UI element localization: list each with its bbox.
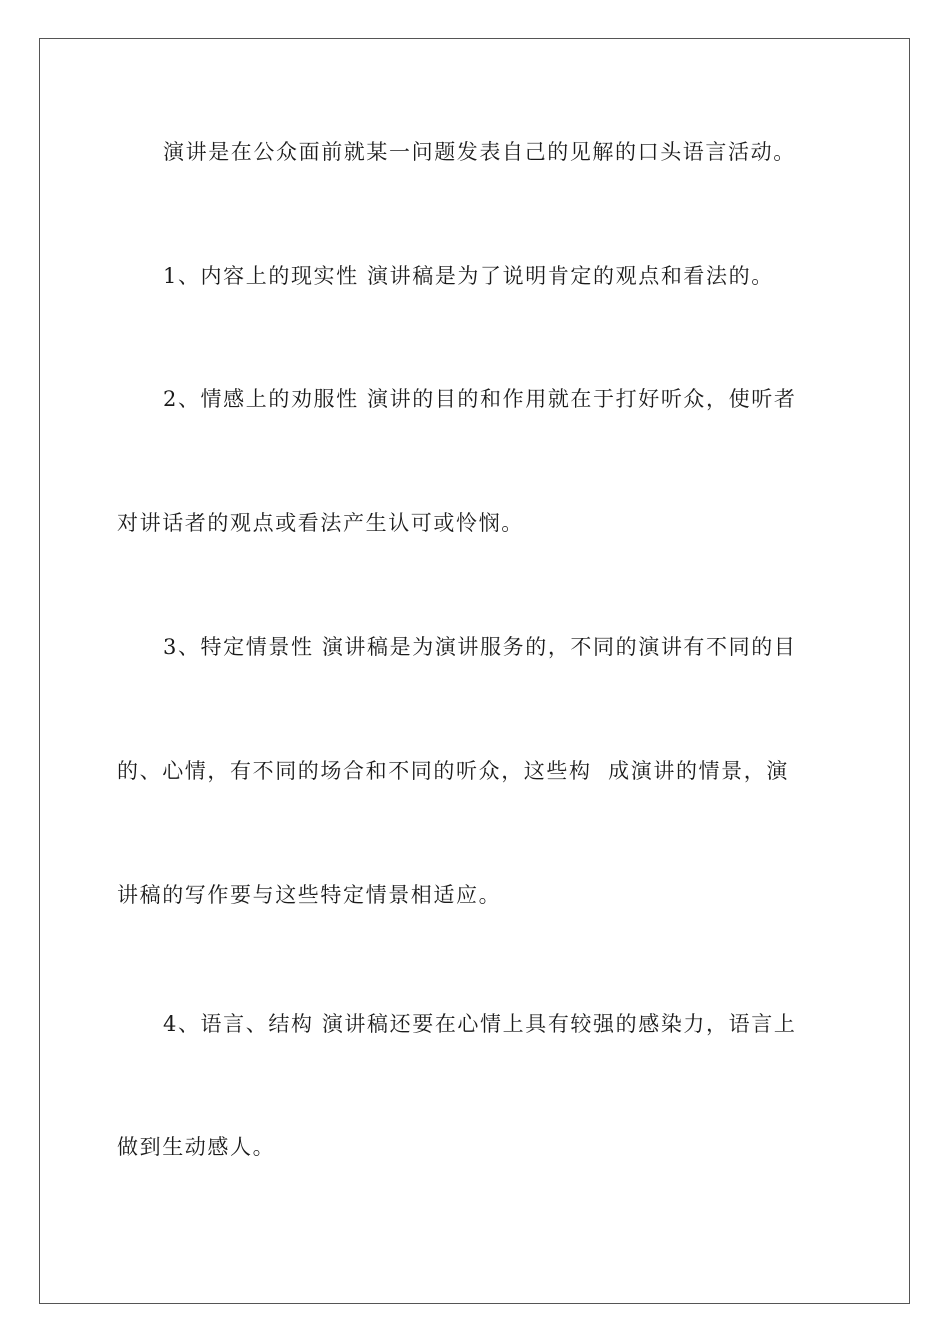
paragraph-point-2-line-2: 对讲话者的观点或看法产生认可或怜悯。: [117, 511, 524, 535]
paragraph-point-3-line-3: 讲稿的写作要与这些特定情景相适应。: [117, 883, 502, 907]
paragraph-point-4-line-1: 4、语言、结构 演讲稿还要在心情上具有较强的感染力，语言上: [163, 1012, 797, 1036]
paragraph-point-3-line-1: 3、特定情景性 演讲稿是为演讲服务的，不同的演讲有不同的目: [163, 635, 797, 659]
paragraph-point-3-line-2: 的、心情，有不同的场合和不同的听众，这些构 成演讲的情景，演: [117, 759, 789, 783]
page-border: [39, 38, 910, 1304]
paragraph-point-2-line-1: 2、情感上的劝服性 演讲的目的和作用就在于打好听众，使听者: [163, 387, 797, 411]
paragraph-point-4-line-2: 做到生动感人。: [117, 1135, 276, 1159]
paragraph-point-1: 1、内容上的现实性 演讲稿是为了说明肯定的观点和看法的。: [163, 264, 774, 288]
paragraph-intro: 演讲是在公众面前就某一问题发表自己的见解的口头语言活动。: [163, 140, 796, 164]
